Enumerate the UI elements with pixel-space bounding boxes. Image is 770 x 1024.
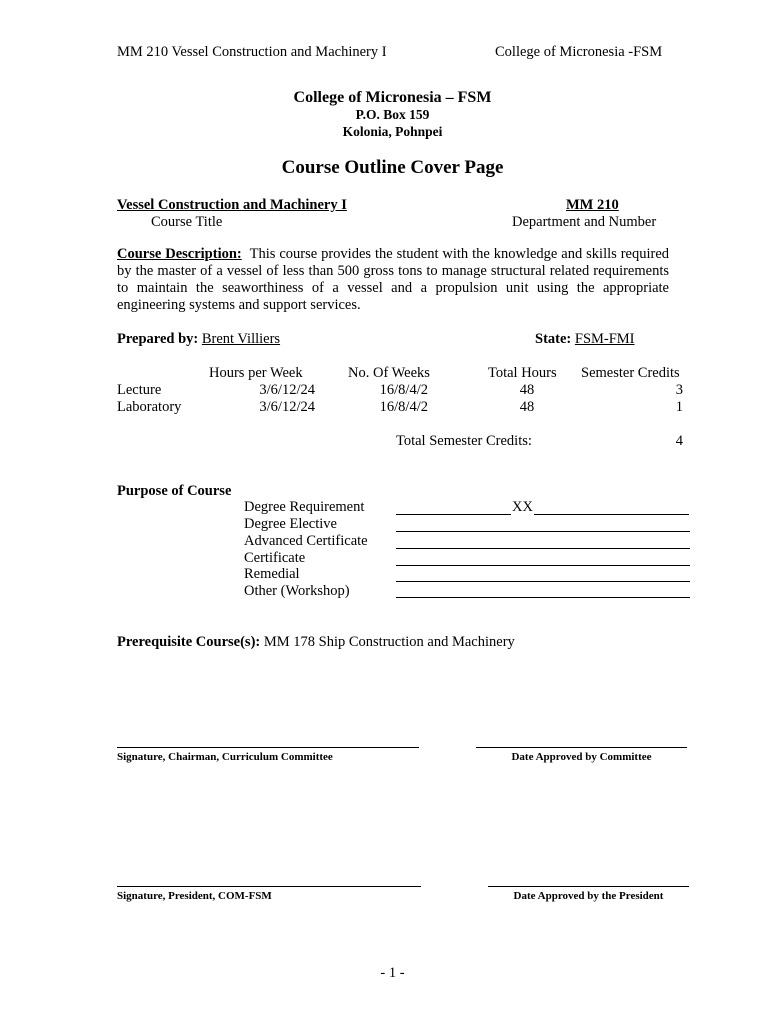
lab-weeks: 16/8/4/2 [379,399,428,415]
col-header-hours: Hours per Week [209,365,303,381]
date-line-president [488,886,689,887]
lab-total: 48 [519,399,535,415]
institution-address-2: Kolonia, Pohnpei [342,124,443,139]
row-label-lecture: Lecture [117,382,162,398]
lecture-total: 48 [519,382,535,398]
purpose-blank-line [396,565,690,566]
col-header-credits: Semester Credits [581,365,680,381]
prepared-by-label: Prepared by: [117,331,199,347]
col-header-total: Total Hours [488,365,557,381]
signature-line-president [117,886,421,887]
total-credits-label: Total Semester Credits: [396,433,532,449]
state [535,331,635,348]
institution-name: College of Micronesia – FSM [293,89,492,106]
lecture-credits: 3 [675,382,683,398]
purpose-blank-line [396,597,690,598]
prepared-by-name: Brent Villiers [201,331,281,347]
lecture-weeks: 16/8/4/2 [379,382,428,398]
course-number: MM 210 [566,197,619,213]
signature-chairman-label: Signature, Chairman, Curriculum Committee [117,751,333,763]
course-description [117,246,669,314]
row-label-laboratory: Laboratory [117,399,182,415]
purpose-blank-line [396,548,690,549]
date-committee-label: Date Approved by Committee [511,751,652,763]
course-title-label: Course Title [151,214,223,230]
prerequisite-value: MM 178 Ship Construction and Machinery [263,634,515,650]
lab-credits: 1 [675,399,683,415]
date-president-label: Date Approved by the President [513,890,664,902]
page-number: - 1 - [380,965,405,981]
purpose-blank-line [396,581,690,582]
lecture-hours: 3/6/12/24 [259,382,315,398]
institution-address-1: P.O. Box 159 [355,107,430,122]
purpose-blank-line [534,514,689,515]
purpose-title: Purpose of Course [117,483,232,499]
purpose-item-certificate: Certificate [244,550,306,566]
lab-hours: 3/6/12/24 [259,399,315,415]
course-title: Vessel Construction and Machinery I [117,197,347,213]
purpose-item-remedial: Remedial [244,566,300,582]
purpose-mark-degree-requirement: XX [512,499,533,515]
col-header-weeks: No. Of Weeks [348,365,430,381]
purpose-item-degree-requirement: Degree Requirement [244,499,365,515]
signature-president-label: Signature, President, COM-FSM [117,890,272,902]
state-label: State: [535,331,572,347]
purpose-blank-line [396,514,511,515]
running-header-left: MM 210 Vessel Construction and Machinery I [117,44,387,60]
course-number-label: Department and Number [512,214,657,230]
prerequisite-label: Prerequisite Course(s): [117,634,261,650]
prerequisite [117,634,515,651]
purpose-item-degree-elective: Degree Elective [244,516,337,532]
purpose-item-other: Other (Workshop) [244,583,350,599]
total-credits-value: 4 [675,433,683,449]
purpose-blank-line [396,531,690,532]
prepared-by [117,331,280,348]
running-header-right: College of Micronesia -FSM [495,44,663,60]
course-description-label: Course Description: [117,246,242,262]
page-title: Course Outline Cover Page [281,157,504,178]
purpose-item-advanced-certificate: Advanced Certificate [244,533,368,549]
course-description-text: This course provides the student with the knowledge and skills required by the master of a vessel of less than 500 gross tons to manage structural related requirements to maintain the seaworthiness of a vessel and a propulsion unit using the appropriate engineering systems and support services. [117,246,670,313]
date-line-committee [476,747,687,748]
state-value: FSM-FMI [574,331,635,347]
signature-line-chairman [117,747,419,748]
